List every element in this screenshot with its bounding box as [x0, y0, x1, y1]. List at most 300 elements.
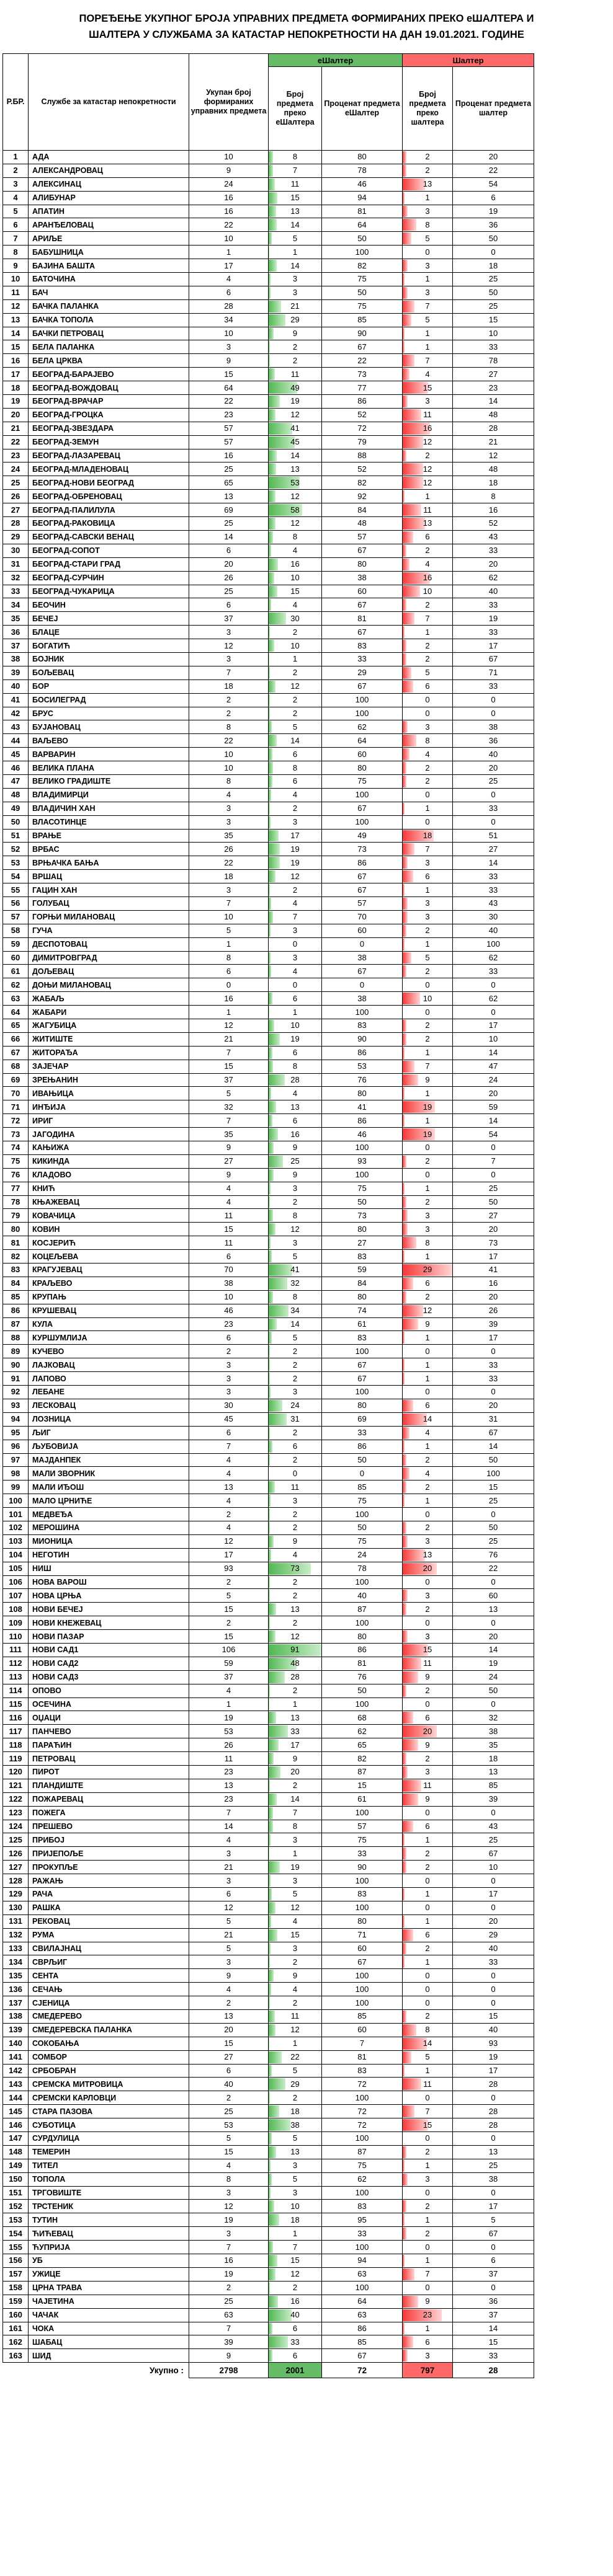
s-count: [403, 612, 453, 626]
e-count-bar: [269, 843, 280, 855]
table-row: [3, 652, 611, 666]
row-spacer: [534, 598, 611, 612]
e-pct: 50: [322, 232, 403, 246]
e-count: [269, 232, 322, 246]
total-count: 7: [189, 1046, 269, 1060]
s-count-value: 16: [423, 423, 432, 433]
row-number: 54: [3, 870, 29, 883]
row-spacer: [534, 1697, 611, 1711]
e-count-bar: [269, 1061, 273, 1073]
e-count-value: 17: [290, 830, 300, 840]
row-number: 84: [3, 1277, 29, 1290]
s-count-value: 29: [423, 1265, 432, 1275]
e-count: [269, 2091, 322, 2105]
e-count: [269, 517, 322, 531]
e-pct: 80: [322, 557, 403, 571]
e-count: [269, 1983, 322, 1996]
s-count-value: 2: [425, 1454, 430, 1464]
s-count: [403, 1942, 453, 1955]
e-pct: 67: [322, 802, 403, 815]
s-pct: 40: [453, 585, 534, 598]
e-count-value: 21: [290, 301, 300, 311]
total-count: 17: [189, 1548, 269, 1562]
e-count-value: 8: [292, 152, 298, 162]
s-pct: 33: [453, 883, 534, 897]
total-count: 65: [189, 476, 269, 490]
row-number: 103: [3, 1534, 29, 1548]
e-pct: 46: [322, 1128, 403, 1141]
office-name: ГОРЊИ МИЛАНОВАЦ: [29, 910, 189, 924]
s-count-value: 1: [425, 1115, 430, 1125]
office-name: КРУШЕВАЦ: [29, 1304, 189, 1317]
s-count-value: 8: [425, 735, 430, 745]
row-number: 85: [3, 1290, 29, 1304]
s-pct: 0: [453, 246, 534, 259]
s-pct: 0: [453, 1006, 534, 1019]
s-count: [403, 1019, 453, 1033]
office-name: ТРГОВИШТЕ: [29, 2186, 189, 2200]
row-number: 155: [3, 2241, 29, 2254]
total-count: 10: [189, 761, 269, 775]
e-count-value: 10: [290, 1020, 300, 1030]
s-count: [403, 2105, 453, 2118]
row-number: 7: [3, 232, 29, 246]
report-title-line-2: ШАЛТЕРА У СЛУЖБАМА ЗА КАТАСТАР НЕПОКРЕТНОСТИ НА ДАН 19.01.2021. ГОДИНЕ: [89, 29, 524, 40]
table-row: [3, 1874, 611, 1888]
row-number: 146: [3, 2118, 29, 2132]
row-number: 50: [3, 815, 29, 829]
s-count-value: 6: [425, 2337, 430, 2347]
e-pct: 83: [322, 1019, 403, 1033]
office-name: БОСИЛЕГРАД: [29, 693, 189, 707]
e-count: [269, 476, 322, 490]
total-count: 3: [189, 1847, 269, 1861]
total-count: 3: [189, 340, 269, 354]
office-name: РАЧА: [29, 1888, 189, 1901]
s-count-value: 3: [425, 722, 430, 732]
e-count-bar: [269, 586, 277, 598]
table-row: [3, 1508, 611, 1521]
table-row: [3, 774, 611, 788]
office-name: ЋИЋЕВАЦ: [29, 2227, 189, 2241]
row-spacer: [534, 1901, 611, 1914]
s-count: [403, 490, 453, 503]
row-spacer: [534, 585, 611, 598]
e-count-value: 9: [292, 1143, 298, 1153]
table-row: [3, 815, 611, 829]
s-pct: 54: [453, 1128, 534, 1141]
table-row: [3, 463, 611, 476]
e-count-value: 34: [290, 1306, 300, 1316]
e-count-value: 2: [292, 1428, 298, 1438]
row-spacer: [534, 896, 611, 910]
s-count-value: 2: [425, 1523, 430, 1533]
e-count-value: 3: [292, 1944, 298, 1953]
s-count-value: 3: [425, 912, 430, 922]
s-count: [403, 1752, 453, 1766]
table-row: [3, 1277, 611, 1290]
office-name: РАЖАЊ: [29, 1874, 189, 1888]
s-count: [403, 2010, 453, 2024]
s-pct: 50: [453, 232, 534, 246]
s-count-bar: [403, 1549, 425, 1561]
e-pct: 63: [322, 2267, 403, 2281]
s-pct: 17: [453, 1331, 534, 1345]
row-number: 34: [3, 598, 29, 612]
row-spacer: [534, 1996, 611, 2010]
table-row: [3, 748, 611, 761]
e-count-value: 5: [292, 2066, 298, 2076]
table-row: [3, 1928, 611, 1942]
s-pct: 27: [453, 368, 534, 381]
e-count-bar: [269, 2105, 279, 2117]
e-count: [269, 896, 322, 910]
row-spacer: [534, 1453, 611, 1467]
row-number: 51: [3, 829, 29, 843]
table-row: [3, 1657, 611, 1670]
e-pct: 50: [322, 1521, 403, 1534]
row-number: 65: [3, 1019, 29, 1033]
s-count-bar: [403, 653, 406, 665]
s-count: [403, 205, 453, 218]
s-count-bar: [403, 559, 409, 570]
e-count: [269, 1575, 322, 1589]
row-number: 92: [3, 1386, 29, 1399]
s-count-value: 12: [423, 464, 432, 474]
total-count: 6: [189, 2064, 269, 2078]
office-name: РАШКА: [29, 1901, 189, 1914]
office-name: МАЛИ ЗВОРНИК: [29, 1467, 189, 1481]
office-name: ТОПОЛА: [29, 2172, 189, 2186]
s-pct: 20: [453, 1087, 534, 1100]
row-spacer: [534, 1657, 611, 1670]
table-row: [3, 1521, 611, 1534]
row-number: 96: [3, 1440, 29, 1453]
row-number: 158: [3, 2281, 29, 2295]
e-count: [269, 1765, 322, 1779]
e-count-value: 1: [292, 654, 298, 664]
e-count-bar: [269, 1902, 275, 1914]
row-number: 17: [3, 368, 29, 381]
s-count: [403, 734, 453, 748]
s-pct: 39: [453, 1317, 534, 1331]
s-count-value: 2: [425, 1197, 430, 1207]
office-name: КРАГУЈЕВАЦ: [29, 1264, 189, 1277]
s-count-bar: [403, 735, 416, 746]
s-count-value: 0: [425, 2283, 430, 2293]
e-count-bar: [269, 803, 270, 815]
e-count-bar: [269, 463, 276, 475]
s-count: [403, 435, 453, 449]
e-count: [269, 1996, 322, 2010]
s-count: [403, 1046, 453, 1060]
total-count: 12: [189, 1534, 269, 1548]
office-name: ЛОЗНИЦА: [29, 1412, 189, 1426]
s-pct: 33: [453, 802, 534, 815]
office-name: ЖИТИШТЕ: [29, 1032, 189, 1046]
office-name: КРУПАЊ: [29, 1290, 189, 1304]
office-name: АЛЕКСАНДРОВАЦ: [29, 164, 189, 177]
office-name: СОМБОР: [29, 2050, 189, 2064]
e-pct: 100: [322, 2091, 403, 2105]
office-name: АЛИБУНАР: [29, 191, 189, 205]
e-count-value: 91: [290, 1645, 300, 1655]
row-spacer: [534, 978, 611, 992]
e-count-bar: [269, 1549, 271, 1561]
s-count: [403, 1630, 453, 1644]
row-spacer: [534, 612, 611, 626]
total-count: 22: [189, 218, 269, 232]
e-pct: 100: [322, 1345, 403, 1358]
table-row: [3, 720, 611, 734]
table-row: [3, 246, 611, 259]
row-spacer: [534, 2159, 611, 2172]
table-row: [3, 2213, 611, 2227]
s-pct: 93: [453, 2037, 534, 2050]
s-count: [403, 856, 453, 870]
s-count-value: 13: [423, 1550, 432, 1560]
e-count: [269, 802, 322, 815]
e-count: [269, 1481, 322, 1494]
e-count: [269, 1182, 322, 1195]
s-pct: 33: [453, 626, 534, 639]
e-pct: 61: [322, 1792, 403, 1806]
e-count: [269, 368, 322, 381]
row-number: 152: [3, 2200, 29, 2213]
e-count-value: 10: [290, 640, 300, 650]
e-count: [269, 1195, 322, 1209]
e-pct: 80: [322, 1290, 403, 1304]
e-pct: 0: [322, 1467, 403, 1481]
s-pct: 73: [453, 1236, 534, 1250]
e-count-bar: [269, 1780, 270, 1792]
s-count-value: 4: [425, 749, 430, 759]
total-count: 9: [189, 354, 269, 368]
table-row: [3, 2241, 611, 2254]
row-spacer: [534, 1399, 611, 1412]
row-spacer: [534, 1983, 611, 1996]
e-count: [269, 788, 322, 802]
e-count: [269, 965, 322, 978]
row-spacer: [534, 802, 611, 815]
row-spacer: [534, 1209, 611, 1223]
table-row: [3, 1304, 611, 1317]
row-spacer: [534, 1779, 611, 1792]
e-count-value: 2: [292, 342, 298, 352]
s-pct: 6: [453, 191, 534, 205]
e-count: [269, 1630, 322, 1644]
e-count-bar: [269, 572, 274, 584]
e-count-value: 2: [292, 1998, 298, 2007]
s-count-value: 1: [425, 1957, 430, 1967]
table-row: [3, 1046, 611, 1060]
total-count: 35: [189, 1128, 269, 1141]
e-count-value: 1: [292, 1848, 298, 1858]
totals-e-count: 2001: [269, 2363, 322, 2378]
table-row: [3, 449, 611, 463]
e-count: [269, 273, 322, 286]
s-count: [403, 2091, 453, 2105]
s-count: [403, 883, 453, 897]
e-count: [269, 2105, 322, 2118]
e-pct: 86: [322, 395, 403, 409]
s-count-value: 6: [425, 1401, 430, 1410]
e-count-bar: [269, 2214, 279, 2226]
row-spacer: [534, 449, 611, 463]
row-spacer: [534, 408, 611, 422]
e-count-value: 4: [292, 1550, 298, 1560]
row-number: 10: [3, 273, 29, 286]
s-count-bar: [403, 803, 405, 815]
row-spacer: [534, 2200, 611, 2213]
s-count-value: 9: [425, 1075, 430, 1084]
s-pct: 0: [453, 788, 534, 802]
s-count: [403, 2145, 453, 2159]
s-count: [403, 1548, 453, 1562]
e-pct: 0: [322, 937, 403, 951]
e-pct: 33: [322, 652, 403, 666]
s-count: [403, 530, 453, 544]
row-spacer: [534, 2295, 611, 2308]
table-row: [3, 1670, 611, 1684]
e-count-value: 19: [290, 844, 300, 854]
row-spacer: [534, 992, 611, 1006]
e-count-value: 2: [292, 668, 298, 678]
e-count-value: 49: [290, 383, 300, 392]
s-count-bar: [403, 450, 406, 462]
e-count-value: 12: [290, 2269, 300, 2279]
table-row: [3, 1073, 611, 1087]
s-count: [403, 1358, 453, 1372]
e-pct: 83: [322, 2200, 403, 2213]
office-name: БАЧКИ ПЕТРОВАЦ: [29, 327, 189, 340]
row-number: 68: [3, 1060, 29, 1073]
table-row: [3, 1725, 611, 1738]
e-count-bar: [269, 1617, 270, 1629]
e-pct: 67: [322, 965, 403, 978]
e-count-bar: [269, 789, 271, 801]
e-count-value: 5: [292, 1332, 298, 1342]
e-count-value: 15: [290, 1930, 300, 1940]
s-pct: 25: [453, 1534, 534, 1548]
row-spacer: [534, 1277, 611, 1290]
total-count: 37: [189, 1670, 269, 1684]
row-number: 79: [3, 1209, 29, 1223]
table-row: [3, 2295, 611, 2308]
e-count-bar: [269, 2133, 272, 2144]
total-count: 23: [189, 1765, 269, 1779]
e-count-bar: [269, 1183, 271, 1195]
e-pct: 78: [322, 1562, 403, 1575]
total-count: 28: [189, 299, 269, 313]
row-spacer: [534, 1358, 611, 1372]
e-count-value: 14: [290, 260, 300, 270]
e-count: [269, 1290, 322, 1304]
e-pct: 86: [322, 1440, 403, 1453]
e-pct: 60: [322, 2023, 403, 2037]
e-count-bar: [269, 192, 277, 204]
e-count-bar: [269, 1197, 270, 1208]
e-count: [269, 205, 322, 218]
e-count-value: 11: [290, 1482, 300, 1492]
e-count-value: 2: [292, 355, 298, 365]
e-pct: 85: [322, 2010, 403, 2024]
office-name: НОВА ВАРОШ: [29, 1575, 189, 1589]
e-pct: 93: [322, 1154, 403, 1168]
e-count-bar: [269, 993, 272, 1004]
s-pct: 20: [453, 761, 534, 775]
s-count-bar: [403, 341, 405, 353]
row-spacer: [534, 707, 611, 720]
e-pct: 100: [322, 707, 403, 720]
e-count: [269, 2132, 322, 2146]
row-number: 145: [3, 2105, 29, 2118]
row-number: 154: [3, 2227, 29, 2241]
s-count-value: 10: [423, 993, 432, 1003]
table-row: [3, 557, 611, 571]
total-count: 7: [189, 1440, 269, 1453]
row-spacer: [534, 205, 611, 218]
s-count: [403, 1643, 453, 1657]
e-count-value: 5: [292, 1889, 298, 1899]
e-pct: 72: [322, 2118, 403, 2132]
s-pct: 20: [453, 1630, 534, 1644]
row-number: 129: [3, 1888, 29, 1901]
e-count-value: 13: [290, 206, 300, 216]
e-pct: 75: [322, 1833, 403, 1847]
s-pct: 6: [453, 2254, 534, 2268]
s-pct: 47: [453, 1060, 534, 1073]
total-count: 6: [189, 965, 269, 978]
e-pct: 100: [322, 1575, 403, 1589]
table-row: [3, 2267, 611, 2281]
e-pct: 73: [322, 843, 403, 856]
s-count-bar: [403, 165, 406, 177]
e-pct: 100: [322, 1969, 403, 1983]
s-count-bar: [403, 518, 425, 529]
s-count-bar: [403, 314, 411, 326]
e-count: [269, 815, 322, 829]
s-count-bar: [403, 1536, 408, 1547]
row-number: 162: [3, 2335, 29, 2349]
e-count: [269, 1752, 322, 1766]
e-count-value: 24: [290, 1401, 300, 1410]
row-spacer: [534, 639, 611, 653]
office-name: КОСЈЕРИЋ: [29, 1236, 189, 1250]
office-name: СРЕМСКИ КАРЛОВЦИ: [29, 2091, 189, 2105]
e-count: [269, 1046, 322, 1060]
s-pct: 0: [453, 1697, 534, 1711]
e-count: [269, 2118, 322, 2132]
s-count: [403, 1562, 453, 1575]
s-count: [403, 2308, 453, 2322]
table-row: [3, 1996, 611, 2010]
e-count: [269, 870, 322, 883]
table-row: [3, 1697, 611, 1711]
table-row: [3, 1820, 611, 1833]
row-spacer: [534, 2105, 611, 2118]
row-number: 57: [3, 910, 29, 924]
office-name: КЊАЖЕВАЦ: [29, 1195, 189, 1209]
s-count-bar: [403, 2296, 418, 2308]
e-pct: 86: [322, 2322, 403, 2335]
total-count: 3: [189, 2186, 269, 2200]
row-spacer: [534, 693, 611, 707]
e-count: [269, 924, 322, 937]
e-pct: 38: [322, 571, 403, 585]
e-count-value: 8: [292, 1821, 298, 1831]
e-count: [269, 720, 322, 734]
